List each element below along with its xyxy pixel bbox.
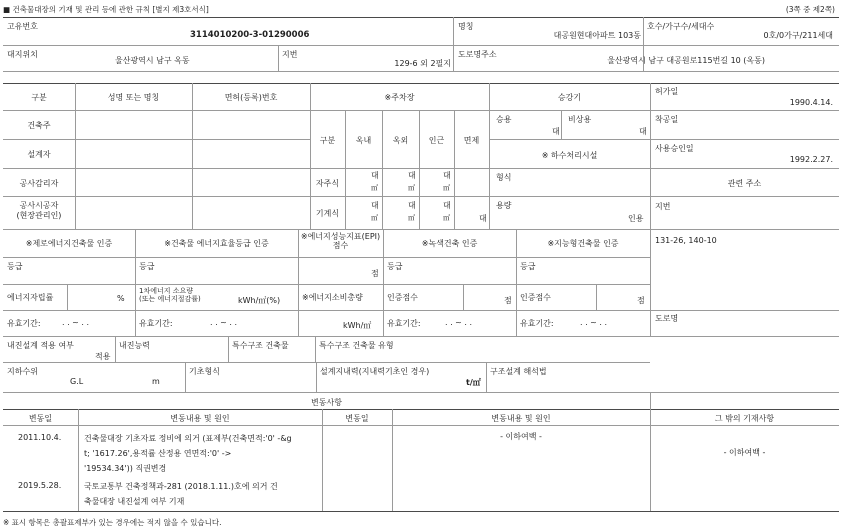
- road-label: 도로명주소: [458, 50, 497, 59]
- changes-col-content: 변동내용 및 원인: [170, 414, 230, 423]
- green-grade-label: 등급: [387, 262, 403, 271]
- special-type-label: 특수구조 건축물 유형: [319, 341, 394, 350]
- unit-count: 대: [443, 201, 451, 210]
- unit-count: 대: [408, 171, 416, 180]
- sewage-type: 형식: [496, 173, 512, 182]
- percent-unit: %: [117, 294, 125, 303]
- parking-mech: 기계식: [315, 209, 340, 218]
- parking-col-type: 구분: [319, 136, 336, 145]
- parking-title: ※주차장: [384, 93, 415, 102]
- change-line: 건축물대장 기초자료 정비에 의거 (표제부(건축면적:'0' -&g: [84, 434, 292, 443]
- site-label: 대지위치: [7, 50, 38, 59]
- row-contractor: 공사시공자 (현장관리인): [16, 201, 62, 220]
- blank-other: - 이하여백 -: [723, 448, 766, 457]
- validity-range: . . ~ . .: [210, 318, 238, 327]
- section-border: [3, 83, 839, 84]
- start-label: 착공일: [655, 115, 679, 124]
- epi-score-unit: 점: [371, 269, 379, 278]
- unit-count: 대: [371, 171, 379, 180]
- lot-value: 129-6 외 2필지: [394, 59, 451, 68]
- unit-area: ㎡: [408, 184, 415, 192]
- change-line: '19534.34')) 직권변경: [84, 464, 167, 473]
- parking-col-exempt: 면제: [463, 136, 480, 145]
- people-col-license: 면허(등록)번호: [224, 93, 278, 102]
- parking-self: 자주식: [315, 179, 340, 188]
- foundation-label: 기초형식: [189, 367, 220, 376]
- primary-energy-label: 1차에너지 소요량 (또는 에너지절감률): [139, 287, 201, 303]
- changes-col-content2: 변동내용 및 원인: [491, 414, 551, 423]
- seismic-applied: 적용: [95, 352, 111, 361]
- bottom-border: [3, 511, 839, 512]
- energy-grade-label: 등급: [139, 262, 155, 271]
- changes-col-other: 그 밖의 기재사항: [714, 414, 775, 423]
- change-line: 국토교통부 건축정책과-281 (2018.1.11.)호에 의거 건: [84, 482, 278, 491]
- related-lot-label: 지번: [655, 202, 671, 211]
- self-sufficiency-label: 에너지자립률: [7, 293, 54, 302]
- top-border: [3, 17, 839, 18]
- gl-unit: m: [152, 377, 160, 386]
- parking-col-nearby: 인근: [428, 136, 445, 145]
- groundwater-label: 지하수위: [7, 367, 38, 376]
- unit-area: ㎡: [408, 214, 415, 222]
- blank-right: - 이하여백 -: [500, 432, 542, 441]
- changes-col-date: 변동일: [28, 414, 53, 423]
- sewage-title: ※ 하수처리시설: [541, 151, 598, 160]
- footnote: ※ 표시 항목은 총괄표제부가 있는 경우에는 적지 않을 수 있습니다.: [3, 518, 222, 527]
- change-line: 축물대장 내진설계 여부 기재: [84, 497, 185, 506]
- parking-col-indoor: 옥내: [355, 136, 372, 145]
- elevator-emergency: 비상용: [568, 115, 592, 124]
- design-bearing-label: 설계지내력(지내력기초인 경우): [320, 367, 430, 376]
- approval-label: 사용승인일: [655, 144, 694, 153]
- change-date: 2011.10.4.: [18, 433, 62, 442]
- cert-green: ※녹색건축 인증: [421, 239, 478, 248]
- smart-score-unit: 점: [637, 296, 645, 305]
- row-supervisor: 공사감리자: [19, 179, 59, 188]
- related-title: 관련 주소: [727, 179, 762, 188]
- kwh-unit: kWh/㎡(%): [238, 296, 281, 305]
- unit-count: 대: [371, 201, 379, 210]
- row-designer: 설계자: [27, 150, 51, 159]
- parking-col-outdoor: 옥외: [392, 136, 409, 145]
- unit-area: ㎡: [443, 184, 450, 192]
- cert-zero-energy: ※제로에너지건축물 인증: [25, 239, 113, 248]
- gl-label: G.L: [70, 377, 84, 386]
- validity-label: 유효기간:: [139, 319, 173, 328]
- people-col-name: 성명 또는 명칭: [107, 93, 160, 102]
- seismic-label: 내진설계 적용 여부: [7, 341, 74, 350]
- site-value: 울산광역시 남구 옥동: [115, 56, 190, 65]
- cert-energy-grade: ※건축물 에너지효율등급 인증: [164, 239, 269, 248]
- unit-area: ㎡: [371, 214, 378, 222]
- kwh-m2-unit: kWh/㎡: [343, 321, 372, 330]
- page-indicator: (3쪽 중 제2쪽): [785, 5, 835, 14]
- units-value: 0호/0가구/211세대: [763, 31, 833, 40]
- total-unit: 대: [479, 214, 487, 223]
- validity-label: 유효기간:: [520, 319, 554, 328]
- people-col-type: 구분: [31, 93, 47, 102]
- validity-range: . . ~ . .: [580, 318, 608, 327]
- related-road-label: 도로명: [655, 314, 679, 323]
- validity-range: . . ~ . .: [62, 318, 90, 327]
- elevator-unit: 대: [552, 127, 560, 136]
- consumption-label: ※에너지소비총량: [302, 293, 363, 302]
- validity-label: 유효기간:: [7, 319, 41, 328]
- special-structure-label: 특수구조 건축물: [232, 341, 289, 350]
- elevator-unit: 대: [639, 127, 647, 136]
- units-label: 호수/가구수/세대수: [647, 22, 715, 31]
- cert-smart: ※지능형건축물 인증: [547, 239, 619, 248]
- permit-label: 허가일: [655, 87, 679, 96]
- green-score-unit: 점: [504, 296, 512, 305]
- changes-col-date2: 변동일: [345, 414, 369, 423]
- approval-date: 1992.2.27.: [789, 155, 833, 164]
- changes-border: [3, 409, 839, 410]
- sewage-capacity: 용량: [496, 201, 512, 210]
- zero-grade-label: 등급: [7, 262, 23, 271]
- permit-date: 1990.4.14.: [789, 98, 833, 107]
- name-value: 대공원현대아파트 103동: [553, 31, 641, 40]
- unique-no-label: 고유번호: [7, 22, 38, 31]
- smart-score-label: 인증점수: [520, 293, 551, 302]
- unit-area: ㎡: [371, 184, 378, 192]
- elevator-title: 승강기: [557, 93, 582, 102]
- road-value: 울산광역시 남구 대공원로115번길 10 (옥동): [607, 56, 765, 65]
- form-title: ■ 건축물대장의 기재 및 관리 등에 관한 규칙 [별지 제3호서식]: [3, 5, 209, 14]
- validity-label: 유효기간:: [387, 319, 421, 328]
- bearing-unit: t/㎡: [466, 378, 481, 387]
- green-score-label: 인증점수: [387, 293, 418, 302]
- seismic-capacity-label: 내진능력: [119, 341, 150, 350]
- unit-count: 대: [408, 201, 416, 210]
- cert-epi: ※에너지성능지표(EPI) 점수: [300, 232, 381, 250]
- related-lot-value: 131-26, 140-10: [655, 236, 717, 245]
- unit-area: ㎡: [443, 214, 450, 222]
- row-owner: 건축주: [27, 121, 51, 130]
- smart-grade-label: 등급: [520, 262, 536, 271]
- name-label: 명칭: [458, 22, 474, 31]
- unit-count: 대: [443, 171, 451, 180]
- unique-no-value: 3114010200-3-01290006: [190, 30, 310, 40]
- sewage-capacity-unit: 인용: [628, 214, 644, 223]
- changes-title: 변동사항: [311, 398, 342, 407]
- elevator-passenger: 승용: [496, 115, 512, 124]
- validity-range: . . ~ . .: [445, 318, 473, 327]
- lot-label: 지번: [282, 50, 298, 59]
- analysis-label: 구조설계 해석법: [490, 367, 547, 376]
- change-line: t; '1617.26',용적률 산정용 연면적:'0' ->: [84, 449, 232, 458]
- change-date: 2019.5.28.: [18, 481, 62, 490]
